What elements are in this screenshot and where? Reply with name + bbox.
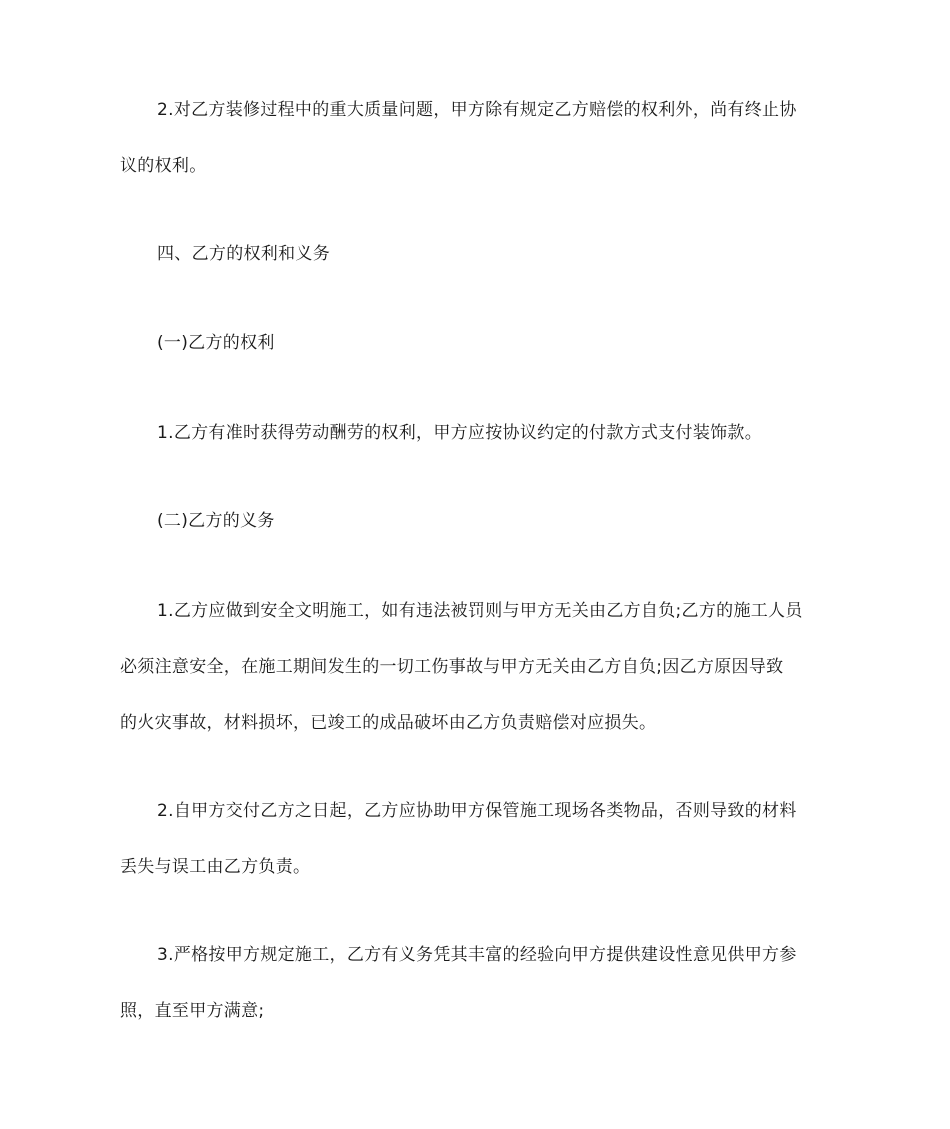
paragraph-line: 2.自甲方交付乙方之日起，乙方应协助甲方保管施工现场各类物品，否则导致的材料 <box>157 801 797 821</box>
paragraph-line: 必须注意安全，在施工期间发生的一切工伤事故与甲方无关由乙方自负;因乙方原因导致 <box>120 657 784 677</box>
paragraph-line: 丢失与误工由乙方负责。 <box>120 857 311 877</box>
paragraph-line: 2.对乙方装修过程中的重大质量问题，甲方除有规定乙方赔偿的权利外，尚有终止协 <box>157 100 797 120</box>
paragraph-line: 照，直至甲方满意; <box>120 1001 265 1021</box>
section-heading: 四、乙方的权利和义务 <box>157 244 330 264</box>
paragraph-line: 3.严格按甲方规定施工，乙方有义务凭其丰富的经验向甲方提供建设性意见供甲方参 <box>157 945 797 965</box>
paragraph-line: 1.乙方有准时获得劳动酬劳的权利，甲方应按协议约定的付款方式支付装饰款。 <box>157 423 763 443</box>
subsection-heading: (二)乙方的义务 <box>157 511 275 531</box>
paragraph-line: 的火灾事故，材料损坏，已竣工的成品破坏由乙方负责赔偿对应损失。 <box>120 713 657 733</box>
subsection-heading: (一)乙方的权利 <box>157 333 275 353</box>
paragraph-line: 议的权利。 <box>120 156 207 176</box>
paragraph-line: 1.乙方应做到安全文明施工，如有违法被罚则与甲方无关由乙方自负;乙方的施工人员 <box>157 601 803 621</box>
